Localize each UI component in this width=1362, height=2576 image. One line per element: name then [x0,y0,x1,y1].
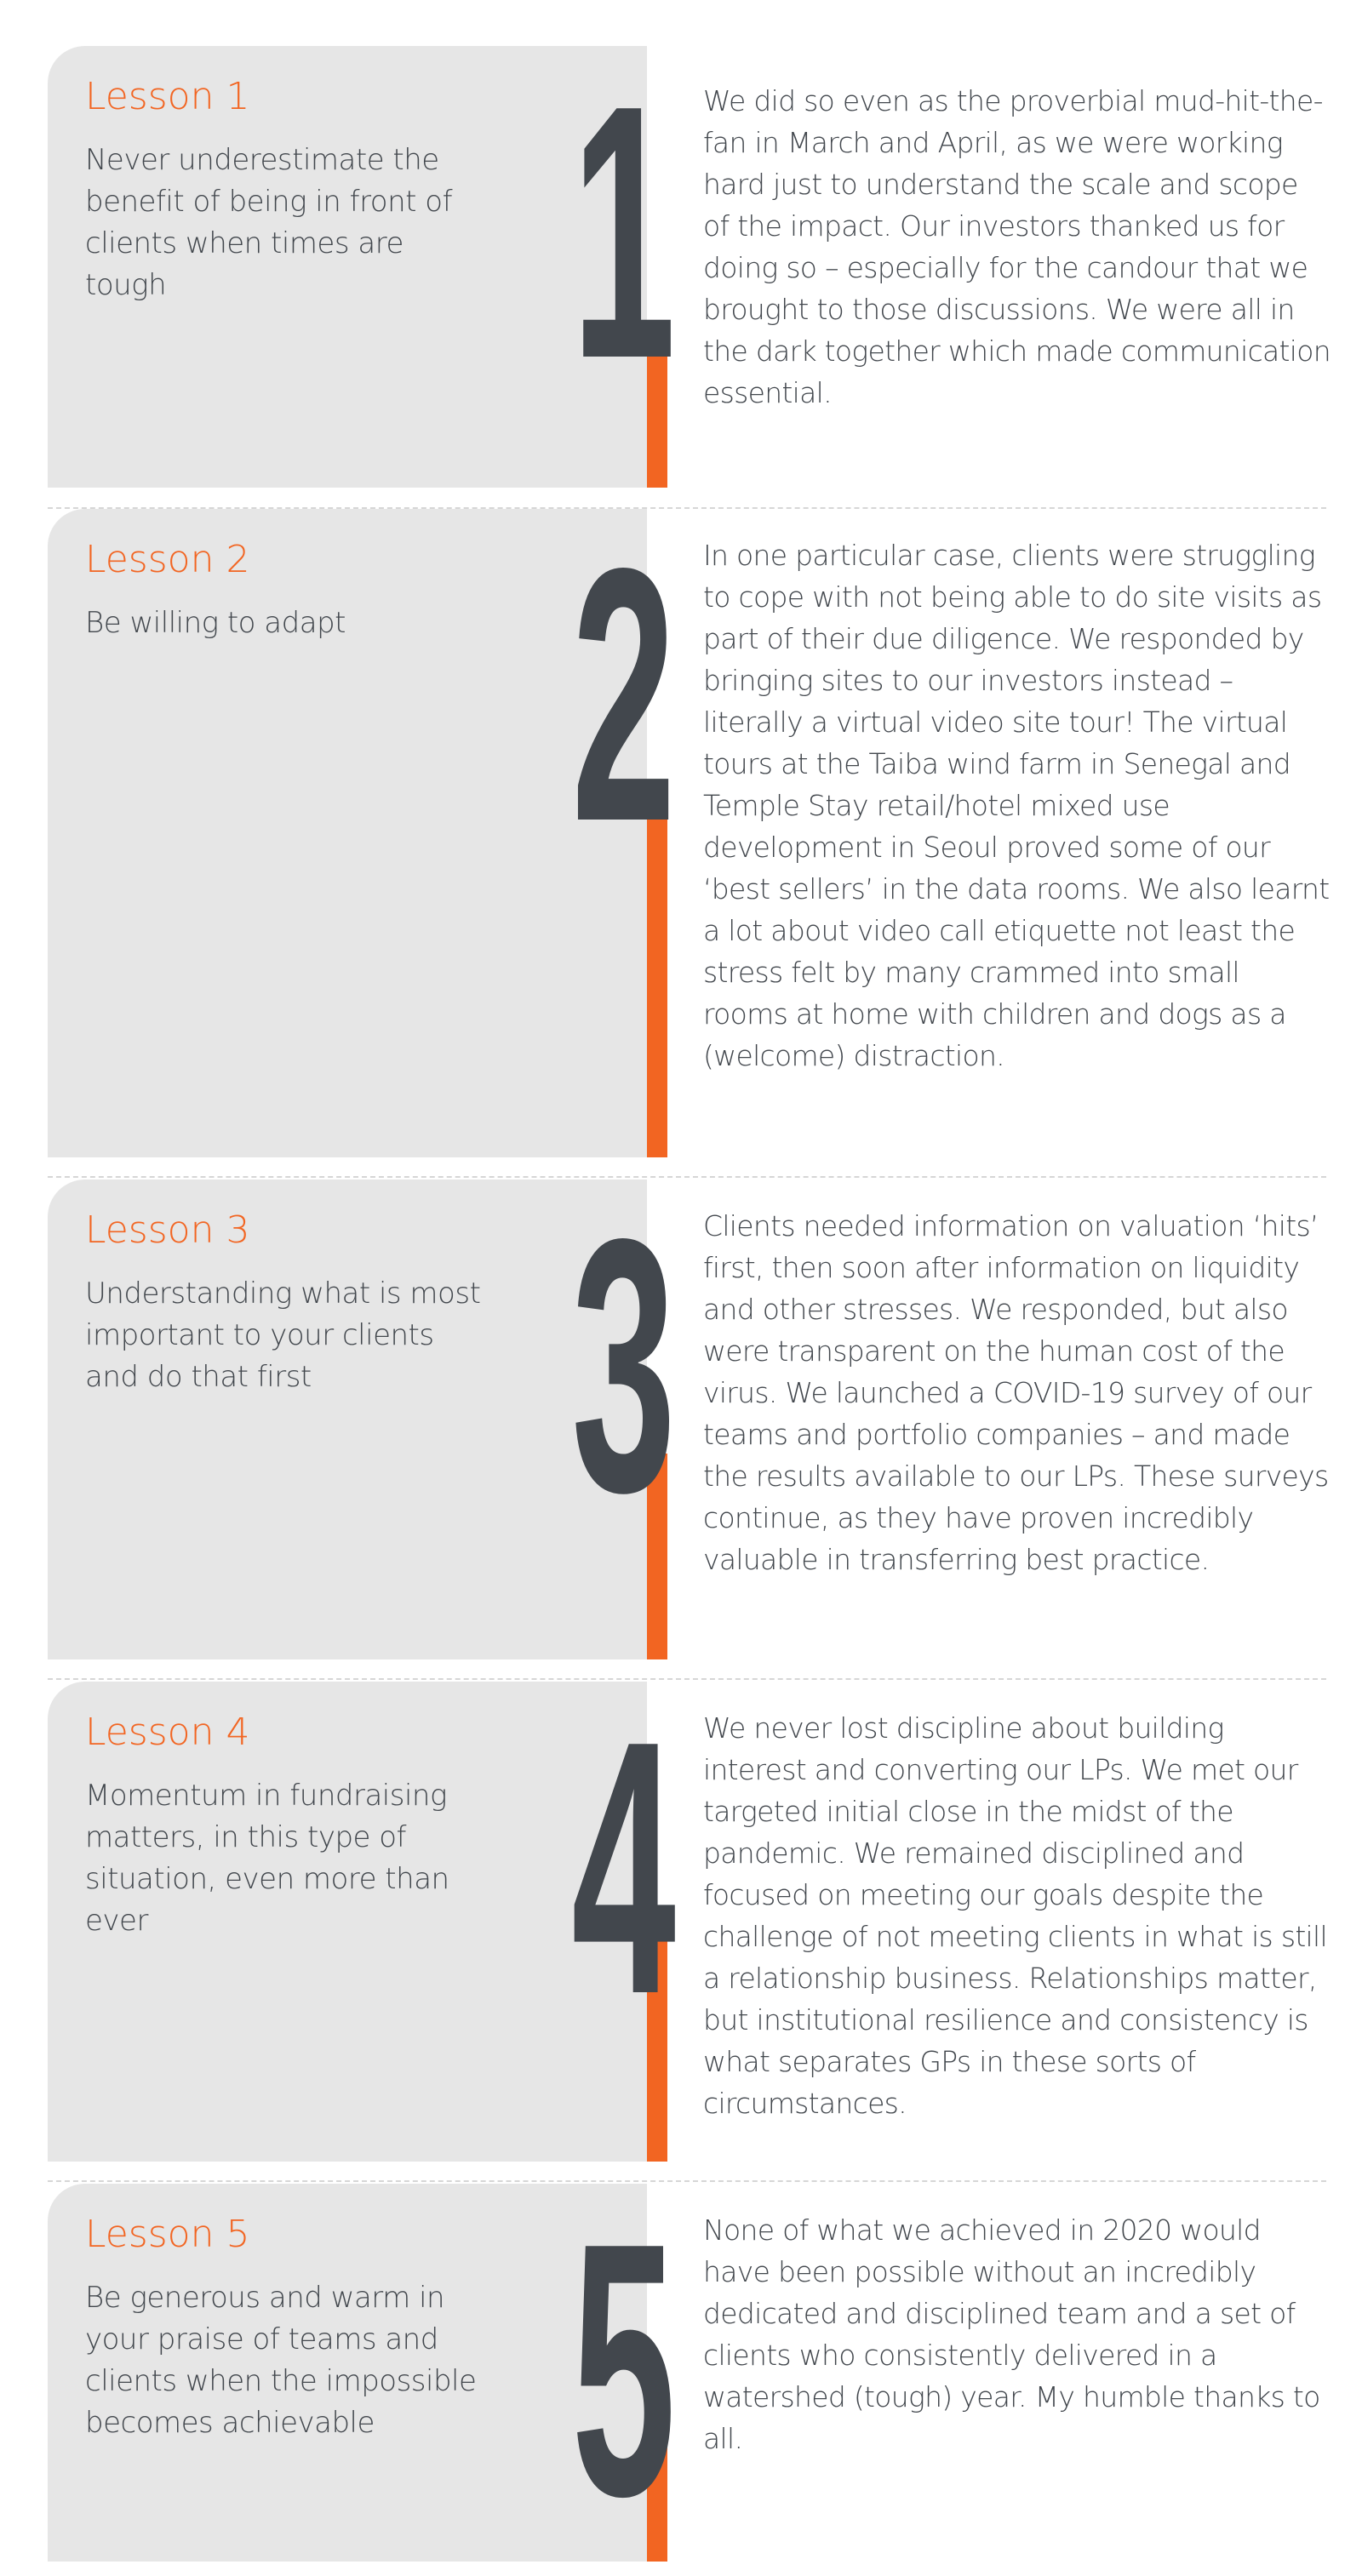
lesson-5-section [0,2168,1362,2571]
lesson-1-section [0,30,1362,488]
lesson-3-numeral: 3 [571,1163,672,1567]
lesson-4-subtitle: Momentum in fundraising matters, in this type of situation, even more than ever [85,1779,449,1938]
lesson-5-numeral: 5 [571,2168,672,2571]
lesson-1-body: We did so even as the proverbial mud-hit-the-fan in March and April, as we were working hard just to understand the scale and scope of the impact. Our investors thanked us for doing so – especially for the candour that we brought to those discussions. We were all in the dark together which made communication essential. [703,84,1331,409]
lesson-4-section [0,1665,1362,2162]
lesson-5-title: Lesson 5 [85,2213,250,2256]
divider-4 [48,2180,1326,2182]
lesson-1-subtitle: Never underestimate the benefit of being in front of clients when times are tough [85,143,453,302]
lesson-2-body: In one particular case, clients were struggling to cope with not being able to do site visits as part of their due diligence. We responded by bringing sites to our investors instead – literally a virtual video site tour! The virtual tours at the Taiba wind farm in Senegal and Temple Stay retail/hotel mixed use development in Seoul proved some of our ‘best sellers’ in the data rooms. We also learnt a lot about video call etiquette not least the stress felt by many crammed into small rooms at home with children and dogs as a (welcome) distraction. [703,539,1330,1072]
lesson-4-numeral: 4 [571,1665,672,2069]
lesson-5-body: None of what we achieved in 2020 would have been possible without an incredibly dedicated and disciplined team and a set of clients who consistently delivered in a watershed (tough) year. My humble thanks to all. [703,2213,1320,2455]
lesson-4-body: We never lost discipline about building interest and converting our LPs. We met our targeted initial close in the midst of the pandemic. We remained disciplined and focused on meeting our goals despite the challenge of not meeting clients in what is still a relationship business. Relationships matter, but institutional resilience and consistency is what separates GPs in these sorts of circumstances. [703,1711,1327,2120]
lesson-1-title: Lesson 1 [85,75,250,118]
lesson-3-section [0,1163,1362,1659]
lesson-2-section [0,493,1362,1157]
lesson-4-title: Lesson 4 [85,1711,250,1754]
lesson-3-subtitle: Understanding what is most important to your clients and do that first [85,1277,481,1394]
lesson-3-body: Clients needed information on valuation ‘hits’ first, then soon after information on liquidity and other stresses. We responded, but also were transparent on the human cost of the virus. We launched a COVID-19 survey of our teams and portfolio companies – and made the results available to our LPs. These surveys continue, as they have proven incredibly valuable in transferring best practice. [703,1209,1329,1576]
lesson-2-title: Lesson 2 [85,538,250,581]
lesson-5-subtitle: Be generous and warm in your praise of teams and clients when the impossible becomes achievable [85,2281,477,2440]
divider-2 [48,1176,1326,1178]
lesson-2-subtitle: Be willing to adapt [85,606,346,640]
lesson-1-numeral: 1 [571,30,672,433]
lesson-2-numeral: 2 [571,493,672,896]
lesson-3-title: Lesson 3 [85,1208,250,1252]
divider-3 [48,1678,1326,1680]
